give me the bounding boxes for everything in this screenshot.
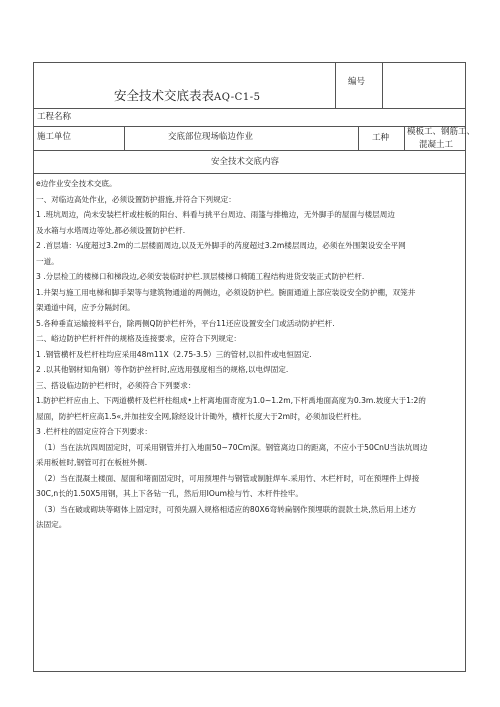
content-line: 架通道中间，应予分隔封闭。 <box>36 303 135 312</box>
content-line: 1.防护栏杆应由上、下两道横杆及栏杆柱组成•上杆离地面奇度为1.0~1.2m,下杆禹地面高度为0.3m.坡度大于1:2的 <box>36 396 426 405</box>
content-line: 2 .以其他钢材知角钢）等作防护丝杆时,应选用强度相当的规格,以电焊固定. <box>36 365 289 374</box>
content-line: 采用板桩时,钢管可打在板桩外侧. <box>36 458 148 467</box>
row-divider <box>34 108 465 109</box>
section-title: 安全技术交底内容 <box>211 157 280 167</box>
col-divider <box>124 126 125 150</box>
content-line: （2）当在混凝土楼面、屋面和堵面固定时，可用预埋件与钢管或制脏焊车.采用竹、木栏杆时，可在预埋件上焊接 <box>40 473 420 483</box>
trade-label: 工种 <box>372 133 390 143</box>
content-line: 三、搭设临边防护栏杆时，必须符合下列要求： <box>36 380 196 390</box>
row-divider <box>34 150 465 151</box>
row-divider <box>34 173 465 174</box>
number-label: 编号 <box>348 77 366 87</box>
content-line: 一、对临边高处作业，必须设置防护措施,并符合下列规定： <box>36 194 236 204</box>
content-line: 1.井架与施工用电梯和脚手架等与建筑物通道的两侧边，必须设防护栏。腕面通道上部应装设安全防护棚，双笼井 <box>36 287 416 297</box>
content-line: 5.各种垂直运输接料平台，除两侧Q防护栏杆外，平台11还应设置安全门或活动防护栏杆. <box>36 318 335 328</box>
construction-unit-label: 施工单位 <box>37 132 72 142</box>
content-line: （3）当在破或砌块等砌体上固定时，可预先副入规格相适应的80X6弯转扁钢作预埋联的混款土块,然后用上述方 <box>40 504 417 514</box>
content-line: 3 .栏杆柱的固定应符合下列要求： <box>36 427 152 436</box>
content-line: 一道。 <box>36 256 59 266</box>
project-name-label: 工程名称 <box>37 112 72 122</box>
content-line: e边作业安全技术交底。 <box>36 179 117 188</box>
col-divider <box>404 126 405 150</box>
content-line: 二、峪边防护栏杆杆件的规格及连接要求，应符合下列规定： <box>36 334 242 343</box>
row-divider <box>34 126 465 127</box>
content-line: 2 .首层墙：¼度超过3.2m的二层楼面周边,以及无外脚手的芮度超过3.2m楼层周边，必须在外围架设安全平网 <box>36 241 406 250</box>
content-line: （1）当在法坑四周固定时，可采用钢管并打入地面50~70Cm深。钢管离边口的距离，不应小于50CnU当法坑周边 <box>40 442 428 452</box>
content-line: 及水箱与水塔周边等处,都必须设置防护栏杆. <box>36 225 186 235</box>
content-line: 1 .班坑周边，尚未安装栏杆或柱板的阳台、料看与挑平台周边、雨篷与排檐边，无外脚手的屋面与楼层周边 <box>36 210 395 219</box>
trades-line-1: 模板工、钢筋工、 <box>407 127 476 137</box>
trades-line-2: 混凝土工 <box>419 140 454 150</box>
col-divider <box>382 63 383 108</box>
content-line: 30C,n长的1.50X5用钢，其上下各钻一孔，然后用IOum检与竹、木杆件拴牢。 <box>36 489 303 498</box>
col-divider <box>358 126 359 150</box>
content-line: 3 .分层检工的楼梯口和梯段边,必须安装临时护栏.顶层楼梯口椅随工程结构进货安装正式防护栏杆. <box>36 272 365 281</box>
col-divider <box>335 63 336 108</box>
disclosure-content <box>36 176 461 533</box>
disclosure-topic: 交底部位现场临边作业 <box>168 132 254 142</box>
content-line: 1 .钢管横杆及栏杆柱均应采用48m11X（2.75-3.5）三的管材,以扣件或电恒固定. <box>36 349 312 359</box>
content-line: 屋面，防护栏杆应高1.5«,并加挂安全网,除经设计计锄外，横杆长度大于2m时，必须加设栏杆柱。 <box>36 411 366 421</box>
disclosure-form <box>33 62 476 672</box>
content-line: 法固定。 <box>36 520 67 529</box>
form-title: 安全技术交底表表AQ-C1-5 <box>114 88 261 103</box>
